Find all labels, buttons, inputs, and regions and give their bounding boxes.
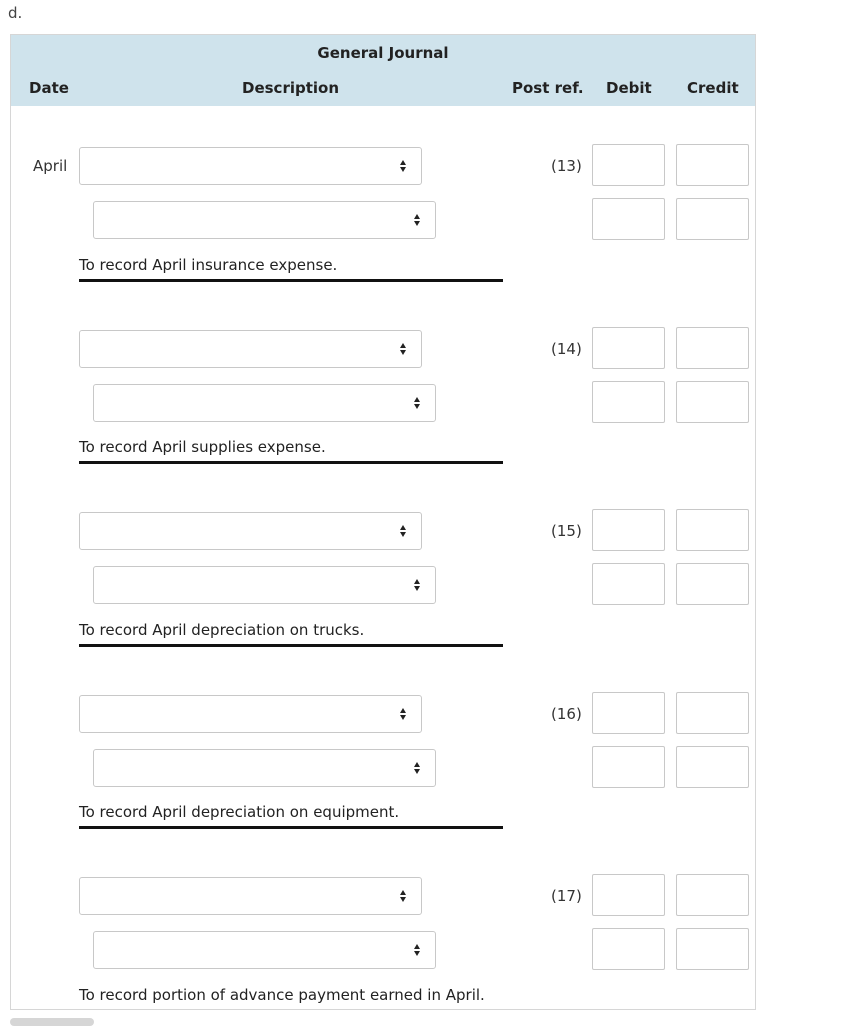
select-arrows-icon — [400, 343, 407, 355]
entry-memo: To record portion of advance payment earned in April. — [79, 986, 485, 1004]
debit-amount-input[interactable] — [592, 563, 665, 605]
debit-account-select[interactable] — [79, 330, 422, 368]
select-arrows-icon — [414, 944, 421, 956]
select-arrows-icon — [400, 890, 407, 902]
debit-account-select[interactable] — [79, 695, 422, 733]
credit-amount-input[interactable] — [676, 381, 749, 423]
general-journal-table — [10, 34, 756, 1010]
date-column-header: Date — [29, 79, 69, 97]
debit-amount-input[interactable] — [592, 509, 665, 551]
debit-amount-input[interactable] — [592, 746, 665, 788]
entry-memo: To record April depreciation on trucks. — [79, 621, 365, 639]
post-ref: (17) — [551, 887, 582, 905]
debit-amount-input[interactable] — [592, 928, 665, 970]
debit-account-select[interactable] — [79, 877, 422, 915]
credit-amount-input[interactable] — [676, 692, 749, 734]
journal-header — [11, 35, 755, 106]
credit-amount-input[interactable] — [676, 928, 749, 970]
post-ref: (14) — [551, 340, 582, 358]
credit-amount-input[interactable] — [676, 509, 749, 551]
debit-amount-input[interactable] — [592, 874, 665, 916]
select-arrows-icon — [414, 579, 421, 591]
credit-account-select[interactable] — [93, 201, 436, 239]
debit-account-select[interactable] — [79, 147, 422, 185]
credit-amount-input[interactable] — [676, 144, 749, 186]
debit-amount-input[interactable] — [592, 692, 665, 734]
post-ref: (16) — [551, 705, 582, 723]
entry-memo: To record April insurance expense. — [79, 256, 338, 274]
entry-divider — [79, 279, 503, 282]
entry-divider — [79, 644, 503, 647]
credit-amount-input[interactable] — [676, 563, 749, 605]
post-ref: (13) — [551, 157, 582, 175]
credit-amount-input[interactable] — [676, 746, 749, 788]
entry-divider — [79, 461, 503, 464]
credit-account-select[interactable] — [93, 931, 436, 969]
debit-amount-input[interactable] — [592, 144, 665, 186]
select-arrows-icon — [414, 762, 421, 774]
entry-divider — [79, 826, 503, 829]
entry-date: April — [33, 157, 68, 175]
credit-amount-input[interactable] — [676, 198, 749, 240]
credit-column-header: Credit — [687, 79, 739, 97]
debit-amount-input[interactable] — [592, 198, 665, 240]
debit-amount-input[interactable] — [592, 381, 665, 423]
post-ref: (15) — [551, 522, 582, 540]
select-arrows-icon — [414, 397, 421, 409]
credit-account-select[interactable] — [93, 566, 436, 604]
credit-account-select[interactable] — [93, 749, 436, 787]
entry-memo: To record April supplies expense. — [79, 438, 326, 456]
select-arrows-icon — [400, 708, 407, 720]
horizontal-scrollbar[interactable] — [10, 1018, 94, 1026]
select-arrows-icon — [400, 160, 407, 172]
credit-amount-input[interactable] — [676, 874, 749, 916]
select-arrows-icon — [400, 525, 407, 537]
journal-title: General Journal — [317, 44, 449, 62]
debit-amount-input[interactable] — [592, 327, 665, 369]
credit-account-select[interactable] — [93, 384, 436, 422]
debit-account-select[interactable] — [79, 512, 422, 550]
post-ref-column-header: Post ref. — [512, 79, 584, 97]
description-column-header: Description — [242, 79, 340, 97]
entry-memo: To record April depreciation on equipment. — [79, 803, 400, 821]
debit-column-header: Debit — [606, 79, 652, 97]
part-label: d. — [8, 4, 23, 22]
select-arrows-icon — [414, 214, 421, 226]
credit-amount-input[interactable] — [676, 327, 749, 369]
